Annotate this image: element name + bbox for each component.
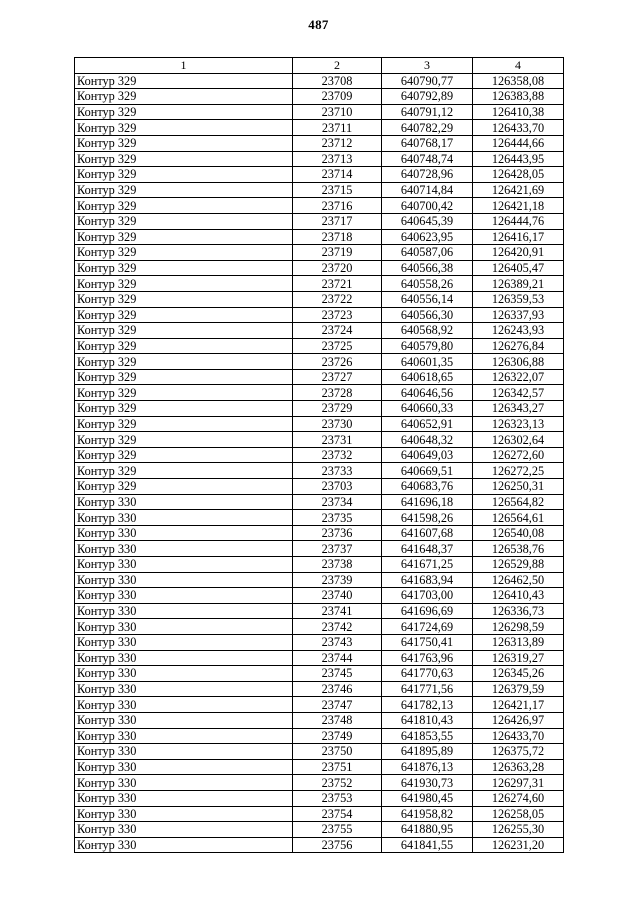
y-coordinate-cell: 126298,59 [473, 619, 564, 635]
table-body [75, 73, 564, 853]
table-row [75, 401, 564, 417]
x-coordinate-cell: 641763,96 [382, 650, 473, 666]
contour-name-cell: Контур 330 [75, 572, 293, 588]
table-row [75, 619, 564, 635]
x-coordinate-cell: 640556,14 [382, 291, 473, 307]
y-coordinate-cell: 126319,27 [473, 650, 564, 666]
contour-name-cell: Контур 329 [75, 276, 293, 292]
contour-name-cell: Контур 329 [75, 401, 293, 417]
contour-name-cell: Контур 329 [75, 167, 293, 183]
x-coordinate-cell: 640566,30 [382, 307, 473, 323]
contour-name-cell: Контур 330 [75, 697, 293, 713]
column-header-3: 3 [382, 58, 473, 74]
table-row [75, 588, 564, 604]
x-coordinate-cell: 640768,17 [382, 135, 473, 151]
table-row [75, 822, 564, 838]
x-coordinate-cell: 640649,03 [382, 447, 473, 463]
contour-name-cell: Контур 329 [75, 447, 293, 463]
x-coordinate-cell: 641598,26 [382, 510, 473, 526]
y-coordinate-cell: 126433,70 [473, 728, 564, 744]
y-coordinate-cell: 126342,57 [473, 385, 564, 401]
table-row [75, 89, 564, 105]
x-coordinate-cell: 640700,42 [382, 198, 473, 214]
point-number-cell: 23753 [293, 790, 382, 806]
point-number-cell: 23722 [293, 291, 382, 307]
point-number-cell: 23744 [293, 650, 382, 666]
y-coordinate-cell: 126363,28 [473, 759, 564, 775]
table-row [75, 198, 564, 214]
point-number-cell: 23752 [293, 775, 382, 791]
y-coordinate-cell: 126540,08 [473, 525, 564, 541]
point-number-cell: 23731 [293, 432, 382, 448]
x-coordinate-cell: 640618,65 [382, 369, 473, 385]
column-header-2: 2 [293, 58, 382, 74]
contour-name-cell: Контур 330 [75, 837, 293, 853]
y-coordinate-cell: 126274,60 [473, 790, 564, 806]
y-coordinate-cell: 126426,97 [473, 712, 564, 728]
y-coordinate-cell: 126389,21 [473, 276, 564, 292]
contour-name-cell: Контур 330 [75, 557, 293, 573]
x-coordinate-cell: 641724,69 [382, 619, 473, 635]
table-row [75, 510, 564, 526]
x-coordinate-cell: 641841,55 [382, 837, 473, 853]
contour-name-cell: Контур 330 [75, 650, 293, 666]
y-coordinate-cell: 126421,17 [473, 697, 564, 713]
y-coordinate-cell: 126297,31 [473, 775, 564, 791]
point-number-cell: 23716 [293, 198, 382, 214]
contour-name-cell: Контур 330 [75, 712, 293, 728]
table-row [75, 354, 564, 370]
point-number-cell: 23709 [293, 89, 382, 105]
column-header-1: 1 [75, 58, 293, 74]
table-row [75, 369, 564, 385]
y-coordinate-cell: 126564,82 [473, 494, 564, 510]
table-row [75, 291, 564, 307]
point-number-cell: 23715 [293, 182, 382, 198]
x-coordinate-cell: 641876,13 [382, 759, 473, 775]
y-coordinate-cell: 126276,84 [473, 338, 564, 354]
contour-name-cell: Контур 330 [75, 822, 293, 838]
x-coordinate-cell: 641648,37 [382, 541, 473, 557]
table-row [75, 432, 564, 448]
point-number-cell: 23703 [293, 479, 382, 495]
y-coordinate-cell: 126359,53 [473, 291, 564, 307]
table-row [75, 728, 564, 744]
x-coordinate-cell: 640792,89 [382, 89, 473, 105]
contour-name-cell: Контур 329 [75, 291, 293, 307]
table-row [75, 634, 564, 650]
x-coordinate-cell: 641696,69 [382, 603, 473, 619]
contour-name-cell: Контур 329 [75, 89, 293, 105]
point-number-cell: 23719 [293, 245, 382, 261]
x-coordinate-cell: 640579,80 [382, 338, 473, 354]
table-row [75, 603, 564, 619]
y-coordinate-cell: 126255,30 [473, 822, 564, 838]
contour-name-cell: Контур 329 [75, 416, 293, 432]
y-coordinate-cell: 126272,25 [473, 463, 564, 479]
header-row [75, 58, 564, 74]
contour-name-cell: Контур 329 [75, 73, 293, 89]
contour-name-cell: Контур 330 [75, 681, 293, 697]
point-number-cell: 23729 [293, 401, 382, 417]
contour-name-cell: Контур 330 [75, 744, 293, 760]
table-row [75, 806, 564, 822]
table-row [75, 494, 564, 510]
contour-name-cell: Контур 329 [75, 323, 293, 339]
point-number-cell: 23738 [293, 557, 382, 573]
table-row [75, 759, 564, 775]
y-coordinate-cell: 126443,95 [473, 151, 564, 167]
contour-name-cell: Контур 330 [75, 759, 293, 775]
point-number-cell: 23748 [293, 712, 382, 728]
contour-name-cell: Контур 330 [75, 603, 293, 619]
point-number-cell: 23710 [293, 104, 382, 120]
contour-name-cell: Контур 329 [75, 213, 293, 229]
x-coordinate-cell: 641980,45 [382, 790, 473, 806]
y-coordinate-cell: 126272,60 [473, 447, 564, 463]
contour-name-cell: Контур 329 [75, 432, 293, 448]
table-row [75, 213, 564, 229]
y-coordinate-cell: 126322,07 [473, 369, 564, 385]
table-row [75, 182, 564, 198]
point-number-cell: 23741 [293, 603, 382, 619]
x-coordinate-cell: 641930,73 [382, 775, 473, 791]
point-number-cell: 23740 [293, 588, 382, 604]
x-coordinate-cell: 641895,89 [382, 744, 473, 760]
table-row [75, 697, 564, 713]
contour-name-cell: Контур 329 [75, 151, 293, 167]
point-number-cell: 23755 [293, 822, 382, 838]
x-coordinate-cell: 641750,41 [382, 634, 473, 650]
contour-name-cell: Контур 329 [75, 385, 293, 401]
x-coordinate-cell: 641607,68 [382, 525, 473, 541]
x-coordinate-cell: 640791,12 [382, 104, 473, 120]
contour-name-cell: Контур 329 [75, 104, 293, 120]
table-header [75, 58, 564, 74]
y-coordinate-cell: 126421,18 [473, 198, 564, 214]
table-row [75, 120, 564, 136]
contour-name-cell: Контур 330 [75, 525, 293, 541]
y-coordinate-cell: 126306,88 [473, 354, 564, 370]
point-number-cell: 23746 [293, 681, 382, 697]
x-coordinate-cell: 640728,96 [382, 167, 473, 183]
table-row [75, 479, 564, 495]
x-coordinate-cell: 640660,33 [382, 401, 473, 417]
y-coordinate-cell: 126462,50 [473, 572, 564, 588]
y-coordinate-cell: 126410,43 [473, 588, 564, 604]
table-row [75, 447, 564, 463]
y-coordinate-cell: 126358,08 [473, 73, 564, 89]
x-coordinate-cell: 641671,25 [382, 557, 473, 573]
contour-name-cell: Контур 329 [75, 120, 293, 136]
point-number-cell: 23751 [293, 759, 382, 775]
x-coordinate-cell: 640587,06 [382, 245, 473, 261]
table-row [75, 167, 564, 183]
x-coordinate-cell: 641770,63 [382, 666, 473, 682]
x-coordinate-cell: 640566,38 [382, 260, 473, 276]
x-coordinate-cell: 641853,55 [382, 728, 473, 744]
point-number-cell: 23725 [293, 338, 382, 354]
point-number-cell: 23739 [293, 572, 382, 588]
contour-name-cell: Контур 329 [75, 479, 293, 495]
x-coordinate-cell: 641880,95 [382, 822, 473, 838]
y-coordinate-cell: 126379,59 [473, 681, 564, 697]
point-number-cell: 23754 [293, 806, 382, 822]
y-coordinate-cell: 126564,61 [473, 510, 564, 526]
y-coordinate-cell: 126421,69 [473, 182, 564, 198]
y-coordinate-cell: 126250,31 [473, 479, 564, 495]
table-row [75, 744, 564, 760]
point-number-cell: 23749 [293, 728, 382, 744]
y-coordinate-cell: 126243,93 [473, 323, 564, 339]
point-number-cell: 23727 [293, 369, 382, 385]
table-row [75, 681, 564, 697]
table-row [75, 572, 564, 588]
point-number-cell: 23743 [293, 634, 382, 650]
x-coordinate-cell: 640790,77 [382, 73, 473, 89]
y-coordinate-cell: 126444,76 [473, 213, 564, 229]
contour-name-cell: Контур 330 [75, 806, 293, 822]
table-row [75, 416, 564, 432]
y-coordinate-cell: 126343,27 [473, 401, 564, 417]
point-number-cell: 23756 [293, 837, 382, 853]
table-row [75, 323, 564, 339]
point-number-cell: 23724 [293, 323, 382, 339]
point-number-cell: 23733 [293, 463, 382, 479]
x-coordinate-cell: 640748,74 [382, 151, 473, 167]
contour-name-cell: Контур 329 [75, 338, 293, 354]
point-number-cell: 23728 [293, 385, 382, 401]
point-number-cell: 23723 [293, 307, 382, 323]
table-row [75, 775, 564, 791]
y-coordinate-cell: 126337,93 [473, 307, 564, 323]
table-row [75, 463, 564, 479]
point-number-cell: 23714 [293, 167, 382, 183]
y-coordinate-cell: 126538,76 [473, 541, 564, 557]
contour-name-cell: Контур 329 [75, 245, 293, 261]
point-number-cell: 23736 [293, 525, 382, 541]
y-coordinate-cell: 126383,88 [473, 89, 564, 105]
y-coordinate-cell: 126258,05 [473, 806, 564, 822]
table-row [75, 104, 564, 120]
contour-name-cell: Контур 329 [75, 369, 293, 385]
contour-name-cell: Контур 330 [75, 775, 293, 791]
y-coordinate-cell: 126302,64 [473, 432, 564, 448]
x-coordinate-cell: 640782,29 [382, 120, 473, 136]
contour-name-cell: Контур 329 [75, 135, 293, 151]
x-coordinate-cell: 641696,18 [382, 494, 473, 510]
contour-name-cell: Контур 329 [75, 182, 293, 198]
table-row [75, 151, 564, 167]
y-coordinate-cell: 126345,26 [473, 666, 564, 682]
contour-name-cell: Контур 329 [75, 463, 293, 479]
table-row [75, 276, 564, 292]
x-coordinate-cell: 641771,56 [382, 681, 473, 697]
point-number-cell: 23720 [293, 260, 382, 276]
table-row [75, 837, 564, 853]
contour-name-cell: Контур 330 [75, 510, 293, 526]
point-number-cell: 23737 [293, 541, 382, 557]
contour-name-cell: Контур 329 [75, 229, 293, 245]
table-row [75, 245, 564, 261]
point-number-cell: 23712 [293, 135, 382, 151]
point-number-cell: 23750 [293, 744, 382, 760]
x-coordinate-cell: 640601,35 [382, 354, 473, 370]
contour-name-cell: Контур 329 [75, 198, 293, 214]
contour-name-cell: Контур 329 [75, 307, 293, 323]
x-coordinate-cell: 640568,92 [382, 323, 473, 339]
contour-name-cell: Контур 330 [75, 541, 293, 557]
table-row [75, 338, 564, 354]
y-coordinate-cell: 126433,70 [473, 120, 564, 136]
contour-name-cell: Контур 330 [75, 619, 293, 635]
point-number-cell: 23732 [293, 447, 382, 463]
y-coordinate-cell: 126313,89 [473, 634, 564, 650]
point-number-cell: 23742 [293, 619, 382, 635]
x-coordinate-cell: 641958,82 [382, 806, 473, 822]
contour-name-cell: Контур 330 [75, 588, 293, 604]
y-coordinate-cell: 126529,88 [473, 557, 564, 573]
table-row [75, 229, 564, 245]
x-coordinate-cell: 640714,84 [382, 182, 473, 198]
x-coordinate-cell: 640683,76 [382, 479, 473, 495]
table-row [75, 307, 564, 323]
y-coordinate-cell: 126420,91 [473, 245, 564, 261]
contour-name-cell: Контур 330 [75, 666, 293, 682]
x-coordinate-cell: 641703,00 [382, 588, 473, 604]
table-row [75, 525, 564, 541]
y-coordinate-cell: 126231,20 [473, 837, 564, 853]
point-number-cell: 23745 [293, 666, 382, 682]
x-coordinate-cell: 641810,43 [382, 712, 473, 728]
x-coordinate-cell: 640646,56 [382, 385, 473, 401]
y-coordinate-cell: 126428,05 [473, 167, 564, 183]
x-coordinate-cell: 640669,51 [382, 463, 473, 479]
coordinates-table [74, 57, 564, 853]
point-number-cell: 23711 [293, 120, 382, 136]
x-coordinate-cell: 640652,91 [382, 416, 473, 432]
table-row [75, 790, 564, 806]
y-coordinate-cell: 126444,66 [473, 135, 564, 151]
table-row [75, 260, 564, 276]
page-number: 487 [308, 17, 329, 32]
point-number-cell: 23708 [293, 73, 382, 89]
x-coordinate-cell: 640558,26 [382, 276, 473, 292]
y-coordinate-cell: 126405,47 [473, 260, 564, 276]
point-number-cell: 23713 [293, 151, 382, 167]
point-number-cell: 23747 [293, 697, 382, 713]
column-header-4: 4 [473, 58, 564, 74]
point-number-cell: 23730 [293, 416, 382, 432]
x-coordinate-cell: 640648,32 [382, 432, 473, 448]
table-row [75, 666, 564, 682]
y-coordinate-cell: 126336,73 [473, 603, 564, 619]
contour-name-cell: Контур 330 [75, 634, 293, 650]
x-coordinate-cell: 640645,39 [382, 213, 473, 229]
contour-name-cell: Контур 329 [75, 354, 293, 370]
contour-name-cell: Контур 329 [75, 260, 293, 276]
table-row [75, 650, 564, 666]
contour-name-cell: Контур 330 [75, 790, 293, 806]
y-coordinate-cell: 126416,17 [473, 229, 564, 245]
x-coordinate-cell: 640623,95 [382, 229, 473, 245]
table-row [75, 385, 564, 401]
point-number-cell: 23718 [293, 229, 382, 245]
table-row [75, 712, 564, 728]
y-coordinate-cell: 126410,38 [473, 104, 564, 120]
point-number-cell: 23717 [293, 213, 382, 229]
table-row [75, 135, 564, 151]
x-coordinate-cell: 641683,94 [382, 572, 473, 588]
point-number-cell: 23721 [293, 276, 382, 292]
point-number-cell: 23726 [293, 354, 382, 370]
table-row [75, 557, 564, 573]
y-coordinate-cell: 126323,13 [473, 416, 564, 432]
table-row [75, 73, 564, 89]
table-row [75, 541, 564, 557]
point-number-cell: 23734 [293, 494, 382, 510]
contour-name-cell: Контур 330 [75, 494, 293, 510]
contour-name-cell: Контур 330 [75, 728, 293, 744]
point-number-cell: 23735 [293, 510, 382, 526]
y-coordinate-cell: 126375,72 [473, 744, 564, 760]
x-coordinate-cell: 641782,13 [382, 697, 473, 713]
